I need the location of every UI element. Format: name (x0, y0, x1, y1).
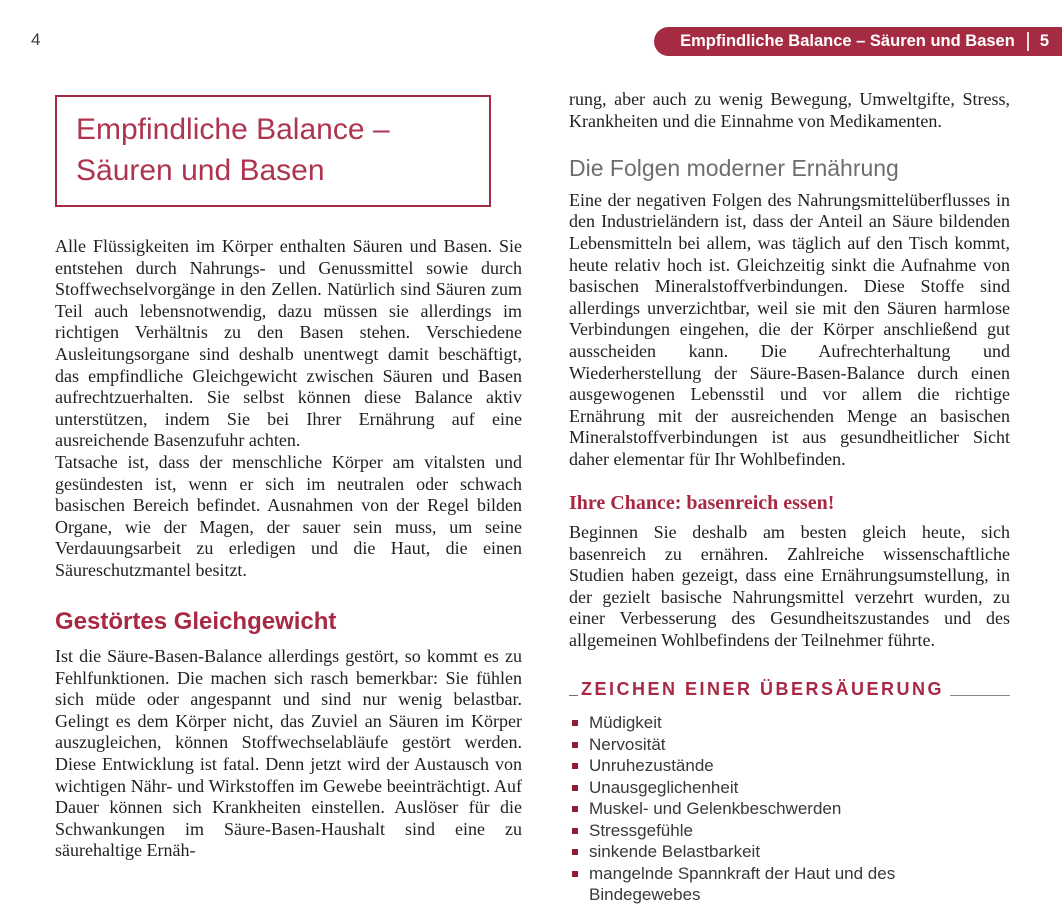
square-bullet-icon (572, 785, 578, 791)
intro-paragraph-1: Alle Flüssigkeiten im Körper enthalten Säuren und Basen. Sie entstehen durch Nahrungs- und Genussmittel sowie durch Stoffwechselvorgänge in den Zellen. Natürlich sind Säuren zum Teil auch lebensnotwendig, dazu müssen sie allerdings im richtigen Verhältnis zu den Basen stehen. Verschiedene Ausleitungsorgane sind deshalb unentwegt damit beschäftigt, das empfindliche Gleichgewicht zwischen Säuren und Basen aufrechtzuerhalten. Sie selbst können diese Balance aktiv unterstützen, indem Sie bei Ihrer Ernährung auf eine ausreichende Basenzufuhr achten. (55, 236, 522, 451)
list-item-label: Muskel- und Gelenkbeschwerden (589, 799, 842, 819)
section-paragraph: Ist die Säure-Basen-Balance allerdings gestört, so kommt es zu Fehlfunktionen. Die machen sich rasch bemerkbar: Sie fühlen sich müde oder angespannt und sind nur wenig belastbar. Gelingt es dem Körper nicht, das Zuviel an Säuren im Körper auszugleichen, können Stoffwechselabläufe gestört werden. Diese Entwicklung ist fatal. Denn jetzt wird der Austausch von wichtigen Nähr- und Wirkstoffen im Gewebe beeinträchtigt. Auf Dauer können sich Krankheiten einstellen. Auslöser für die Schwankungen im Säure-Basen-Haushalt sind eine zu säurehaltige Ernäh- (55, 646, 522, 861)
infobox-symptom-list (569, 712, 1010, 906)
list-item (572, 841, 1010, 863)
list-item-label: Nervosität (589, 734, 666, 754)
list-item-label: sinkende Belastbarkeit (589, 842, 761, 862)
square-bullet-icon (572, 763, 578, 769)
list-item (572, 734, 1010, 756)
infobox-uebersaeuerung (569, 679, 1010, 909)
running-header-bar (654, 27, 1062, 56)
paragraph-folgen: Eine der negativen Folgen des Nahrungsmittelüberflusses in den Industrieländern ist, dass der Anteil an Säure bildenden Lebensmitteln bei allem, was täglich auf den Tisch kommt, heute relativ hoch ist. Gleichzeitig sinkt die Aufnahme von basischen Mineralstoffverbindungen. Diese Stoffe sind allerdings unverzichtbar, weil sie mit den Säuren harmlose Verbindungen eingehen, die der Körper anschließend gut ausscheiden kann. Die Aufrechterhaltung und Wiederherstellung der Säure-Basen-Balance durch einen ausgewogenen Lebensstil und vor allem die richtige Ernährung mit der ausreichenden Menge an basischen Mineralstoffverbindungen ist aus gesundheitlicher Sicht daher elementar für Ihr Wohlbefinden. (569, 189, 1010, 469)
square-bullet-icon (572, 742, 578, 748)
section-heading-gestoertes-gleichgewicht: Gestörtes Gleichgewicht (55, 607, 337, 635)
list-item (572, 798, 1010, 820)
page-number-right: 5 (1039, 32, 1049, 50)
running-header-title: Empfindliche Balance – Säuren und Basen (680, 32, 1015, 50)
infobox-rule-right (950, 695, 1010, 696)
list-item (572, 777, 1010, 799)
square-bullet-icon (572, 806, 578, 812)
right-text-column (569, 89, 1010, 909)
heading-ihre-chance: Ihre Chance: basenreich essen! (569, 491, 835, 514)
page-number-left: 4 (31, 30, 41, 49)
list-item-label: Stressgefühle (589, 820, 693, 840)
list-item-label: Unruhezustände (589, 756, 714, 776)
header-divider (1027, 32, 1029, 51)
list-item (572, 755, 1010, 777)
left-text-column (55, 236, 522, 862)
list-item-label: Unausgeglichenheit (589, 777, 739, 797)
square-bullet-icon (572, 871, 578, 877)
chapter-title: Empfindliche Balance – Säuren und Basen (76, 113, 390, 187)
infobox-header (569, 679, 1010, 701)
square-bullet-icon (572, 849, 578, 855)
paragraph-chance: Beginnen Sie deshalb am besten gleich heute, sich basenreich zu ernähren. Zahlreiche wissenschaftliche Studien haben gezeigt, dass eine Ernährungsumstellung, in der gezielt basische Nahrungsmittel verzehrt wurden, zu einer Verbesserung des Gesundheitszustandes und des allgemeinen Wohlbefindens der Teilnehmer führte. (569, 522, 1010, 651)
intro-paragraph-2: Tatsache ist, dass der menschliche Körper am vitalsten und gesündesten ist, wenn er sich im neutralen oder schwach basischen Bereich befindet. Ausnahmen von der Regel bilden Organe, wie der Magen, der sauer sein muss, um seine Verdauungsarbeit zu erledigen und die Haut, die einen Säureschutzmantel besitzt. (55, 451, 522, 580)
square-bullet-icon (572, 828, 578, 834)
infobox-title: ZEICHEN EINER ÜBERSÄUERUNG (581, 678, 945, 699)
list-item (572, 712, 1010, 734)
heading-folgen-moderner-ernaehrung: Die Folgen moderner Ernährung (569, 155, 899, 182)
list-item-label: mangelnde Spannkraft der Haut und des Bindegewebes (589, 863, 896, 905)
list-item (572, 863, 1010, 906)
chapter-title-box (55, 95, 491, 207)
list-item-label: Müdigkeit (589, 713, 662, 733)
list-item (572, 820, 1010, 842)
continued-paragraph: rung, aber auch zu wenig Bewegung, Umweltgifte, Stress, Krankheiten und die Einnahme von Medikamenten. (569, 89, 1010, 131)
square-bullet-icon (572, 720, 578, 726)
infobox-rule-left (569, 695, 578, 696)
